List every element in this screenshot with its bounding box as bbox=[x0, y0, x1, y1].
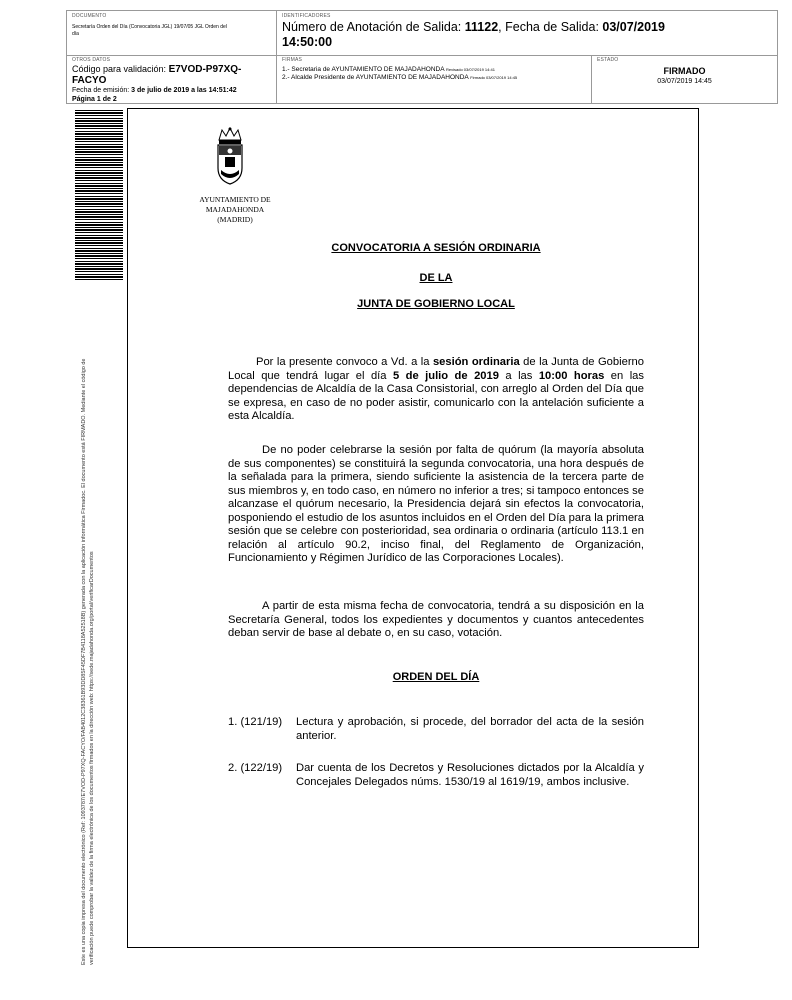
firma-1-text: 1.- Secretaria de AYUNTAMIENTO DE MAJADAHONDA bbox=[282, 66, 445, 73]
firmas-label: FIRMAS bbox=[282, 57, 303, 63]
paragraph-disposicion: A partir de esta misma fecha de convocatoria, tendrá a su disposición en la Secretaría General, todos los expedientes y documentos y cuantos antecedentes deban servir de base al debate o, en su caso, votación. bbox=[228, 600, 644, 639]
title-line-1: CONVOCATORIA A SESIÓN ORDINARIA bbox=[331, 242, 541, 254]
codigo-prefix: Código para validación: bbox=[72, 64, 169, 74]
anotacion-prefix: Número de Anotación de Salida: bbox=[282, 20, 465, 34]
documento-cell bbox=[67, 11, 277, 55]
paragraph-convocatoria: Por la presente convoco a Vd. a la sesión ordinaria de la Junta de Gobierno Local que tendrá lugar el día 5 de julio de 2019 a las 10:00 horas en las dependencias de Alcaldía de la Casa Consistorial, con arreglo al Orden del Día que se expresa, en caso de no poder asistir, comunicarlo con la antelación suficiente a esta Alcaldía. bbox=[228, 356, 644, 422]
fecha-prefix: , Fecha de Salida: bbox=[498, 20, 603, 34]
title-line-3: JUNTA DE GOBIERNO LOCAL bbox=[357, 298, 515, 310]
side-text-line-2: verificación puede comprobar la validez de la firma electrónica de los documentos firmados en la dirección web: https://sede.majadahonda.org/portal/verificarDocumentos bbox=[89, 551, 95, 965]
estado-cell bbox=[592, 55, 777, 103]
firma-2-date: Firmado 03/07/2019 14:45 bbox=[470, 75, 518, 80]
fecha-salida: 03/07/2019 bbox=[602, 20, 665, 34]
orden-del-dia-title: ORDEN DEL DÍA bbox=[392, 671, 480, 683]
emision-line bbox=[72, 86, 271, 95]
identificadores-cell bbox=[277, 11, 777, 55]
estado-value: FIRMADO bbox=[663, 66, 706, 76]
item-number: 1. (121/19) bbox=[228, 716, 283, 728]
emision-date: 3 de julio de 2019 a las 14:51:42 bbox=[131, 87, 237, 94]
ayuntamiento-line-2: MAJADAHONDA bbox=[205, 205, 265, 214]
item-number: 2. (122/19) bbox=[228, 762, 283, 774]
firma-1-date: Revisado 03/07/2019 14:41 bbox=[446, 67, 495, 72]
coat-of-arms-icon bbox=[213, 126, 247, 188]
codigo-line bbox=[72, 64, 271, 86]
anotacion-line bbox=[282, 20, 772, 35]
firma-2 bbox=[282, 74, 586, 82]
emision-prefix: Fecha de emisión: bbox=[72, 87, 132, 94]
side-verification-text bbox=[80, 295, 96, 965]
identificadores-label: IDENTIFICADORES bbox=[282, 13, 331, 19]
title-line-2: DE LA bbox=[419, 272, 453, 284]
otros-datos-cell bbox=[67, 55, 277, 103]
firma-2-text: 2.- Alcalde Presidente de AYUNTAMIENTO DE MAJADAHONDA bbox=[282, 74, 469, 81]
signature-header bbox=[66, 10, 778, 104]
hora-salida: 14:50:00 bbox=[282, 35, 333, 49]
ayuntamiento-label bbox=[186, 195, 284, 225]
paragraph-quorum: De no poder celebrarse la sesión por falta de quórum (la mayoría absoluta de sus componentes) se constituirá la segunda convocatoria, una hora después de la señalada para la primera, siendo suficiente la asistencia de la tercera parte de sus miembros y, en todo caso, en número no inferior a tres; si tampoco entonces se alcanzase el quórum necesario, la Presidencia dejará sin efectos la convocatoria, posponiendo el estudio de los asuntos incluidos en el Orden del Día para la primera sesión que se celebre con posterioridad, sea ordinaria o ordinaria (artículo 113.1 en relación al artículo 90.2, inciso final, del Reglamento de Organización, Funcionamiento y Régimen Jurídico de las Corporaciones Locales). bbox=[228, 444, 644, 564]
otros-label: OTROS DATOS bbox=[72, 57, 111, 63]
pagina: Página 1 de 2 bbox=[72, 96, 117, 103]
documento-value: Secretaría Orden del Día (Convocatoria JGL) 19/07/05 JGL Orden del día bbox=[72, 24, 227, 37]
codigo-validacion: E7VOD-P97XQ-FACYO bbox=[72, 64, 242, 86]
ayuntamiento-line-1: AYUNTAMIENTO DE bbox=[199, 195, 271, 204]
barcode bbox=[75, 110, 123, 280]
estado-fecha: 03/07/2019 14:45 bbox=[657, 78, 712, 85]
estado-label: ESTADO bbox=[597, 57, 619, 63]
side-text-line-1: Este es una copia impresa del documento electrónico (Ref: 1093787/E7VOD-P97XQ-FACYO/FAB4012C38361B93DD85F45DF7B4118A52518B) generada con la aplicación informática Firmadoc. El documento está FIRMADO. Mediante el código de bbox=[81, 358, 87, 965]
item-text: Lectura y aprobación, si procede, del borrador del acta de la sesión anterior. bbox=[296, 716, 644, 742]
anotacion-number: 11122 bbox=[464, 20, 499, 34]
documento-label: DOCUMENTO bbox=[72, 13, 107, 19]
item-text: Dar cuenta de los Decretos y Resoluciones dictados por la Alcaldía y Concejales Delegados núms. 1530/19 al 1619/19, ambos inclusive. bbox=[296, 762, 644, 788]
firmas-cell bbox=[277, 55, 592, 103]
firma-1 bbox=[282, 66, 586, 74]
ayuntamiento-line-3: (MADRID) bbox=[217, 215, 253, 224]
